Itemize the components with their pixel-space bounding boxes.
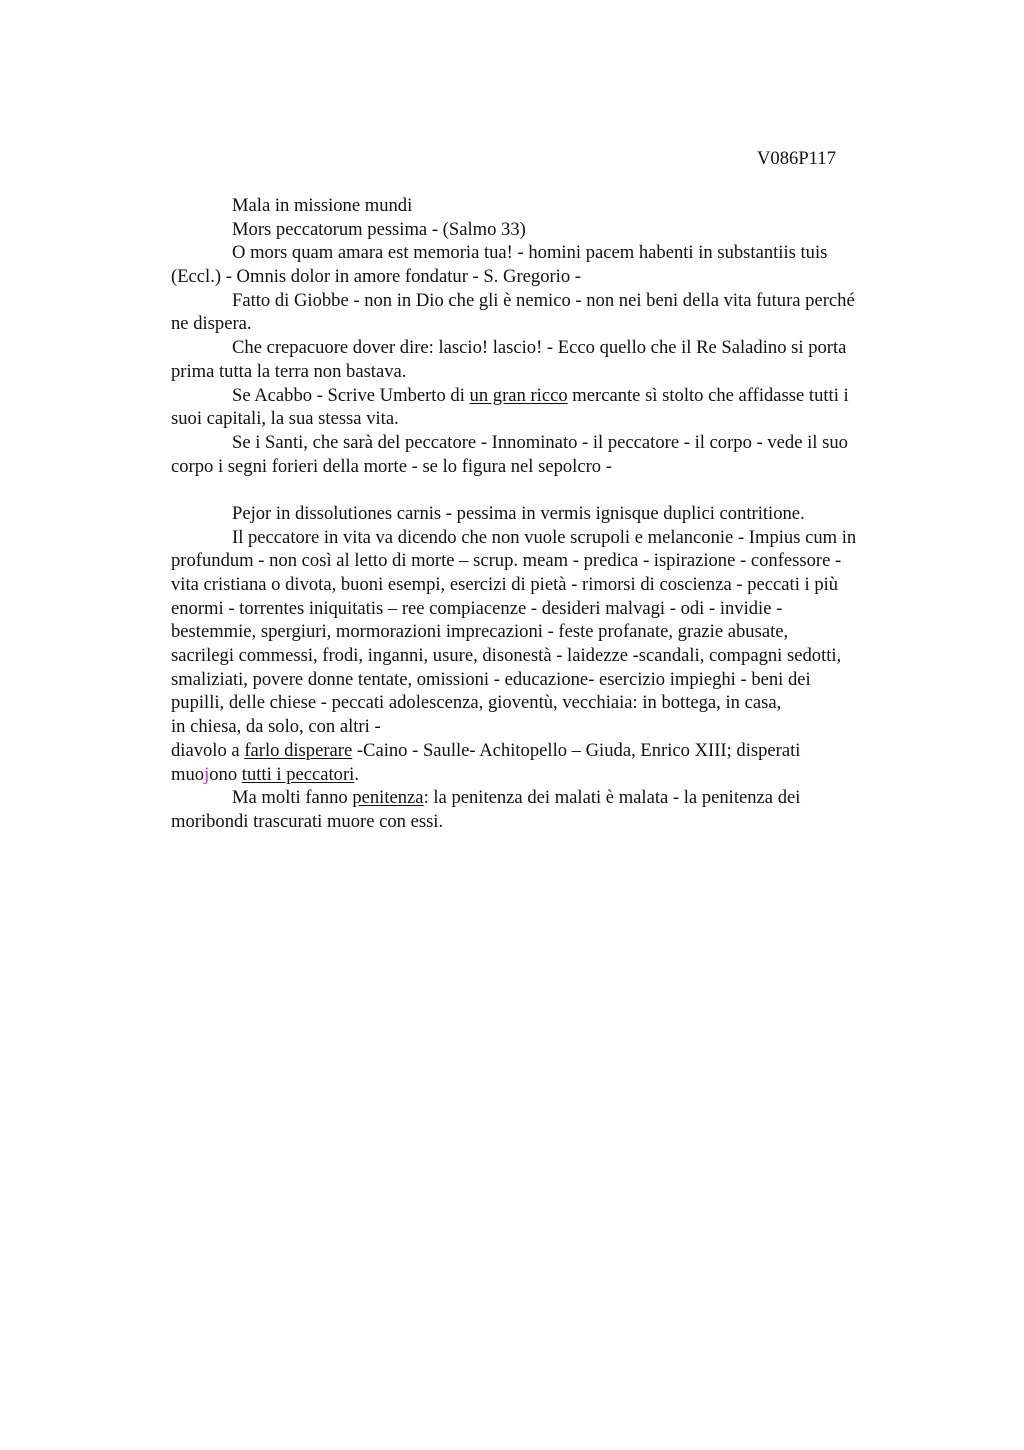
- text-line: Mala in missione mundi: [232, 195, 413, 216]
- text-line: (Eccl.) - Omnis dolor in amore fondatur - S. Gregorio -: [171, 266, 581, 288]
- text-line: [171, 763, 931, 787]
- text-span: diavolo a: [171, 739, 245, 761]
- text-line: enormi - torrentes iniquitatis – ree compiacenze - desideri malvagi - odi - invidie -: [171, 597, 783, 619]
- text-line: sacrilegi commessi, frodi, inganni, usure, disonestà - laidezze -scandali, compagni sedotti,: [171, 645, 842, 667]
- text-line: Che crepacuore dover dire: lascio! lascio! - Ecco quello che il Re Saladino si porta: [232, 337, 847, 359]
- text-line: [171, 739, 931, 763]
- text-line: moribondi trascurati muore con essi.: [171, 810, 444, 832]
- page-id: V086P117: [757, 148, 836, 169]
- text-span: ono: [209, 763, 242, 785]
- text-line: bestemmie, spergiuri, mormorazioni imprecazioni - feste profanate, grazie abusate,: [171, 621, 789, 643]
- text-line: prima tutta la terra non bastava.: [171, 360, 407, 382]
- text-line: ne dispera.: [171, 313, 252, 335]
- text-line: Mors peccatorum pessima - (Salmo 33): [232, 218, 526, 240]
- text-line: Pejor in dissolutiones carnis - pessima in vermis ignisque duplici contritione.: [232, 502, 805, 524]
- document-body: [171, 194, 931, 834]
- text-line: vita cristiana o divota, buoni esempi, esercizi di pietà - rimorsi di coscienza - peccati i più: [171, 574, 839, 595]
- text-span: mercante sì stolto che affidasse tutti i: [567, 384, 849, 406]
- text-line: profundum - non così al letto di morte – scrup. meam - predica - ispirazione - confessore -: [171, 550, 842, 572]
- underlined-text: farlo disperare: [244, 739, 353, 761]
- text-line: [171, 384, 931, 408]
- underlined-text: tutti i peccatori: [241, 763, 355, 785]
- text-line: Se i Santi, che sarà del peccatore - Innominato - il peccatore - il corpo - vede il suo: [232, 431, 848, 453]
- underlined-text: penitenza: [352, 787, 424, 809]
- blank-line: [171, 478, 931, 502]
- text-span: Se Acabbo - Scrive Umberto di: [232, 384, 470, 406]
- text-line: in chiesa, da solo, con altri -: [171, 716, 381, 738]
- highlighted-letter: j: [204, 763, 210, 785]
- text-line: Fatto di Giobbe - non in Dio che gli è nemico - non nei beni della vita futura perché: [232, 289, 855, 311]
- text-line: [171, 786, 931, 810]
- text-span: -Caino - Saulle- Achitopello – Giuda, Enrico XIII; disperati: [352, 739, 801, 761]
- text-line: suoi capitali, la sua stessa vita.: [171, 408, 399, 430]
- text-line: O mors quam amara est memoria tua! - homini pacem habenti in substantiis tuis: [232, 242, 828, 264]
- text-span: muo: [171, 763, 205, 785]
- text-line: smaliziati, povere donne tentate, omissioni - educazione- esercizio impieghi - beni dei: [171, 668, 811, 690]
- text-line: corpo i segni forieri della morte - se lo figura nel sepolcro -: [171, 455, 612, 477]
- text-line: Il peccatore in vita va dicendo che non vuole scrupoli e melanconie - Impius cum in: [232, 526, 857, 548]
- text-span: Ma molti fanno: [232, 787, 353, 809]
- underlined-text: un gran ricco: [469, 384, 568, 406]
- text-span: .: [354, 763, 359, 785]
- text-line: pupilli, delle chiese - peccati adolescenza, gioventù, vecchiaia: in bottega, in casa,: [171, 692, 782, 714]
- text-span: : la penitenza dei malati è malata - la penitenza dei: [423, 787, 801, 809]
